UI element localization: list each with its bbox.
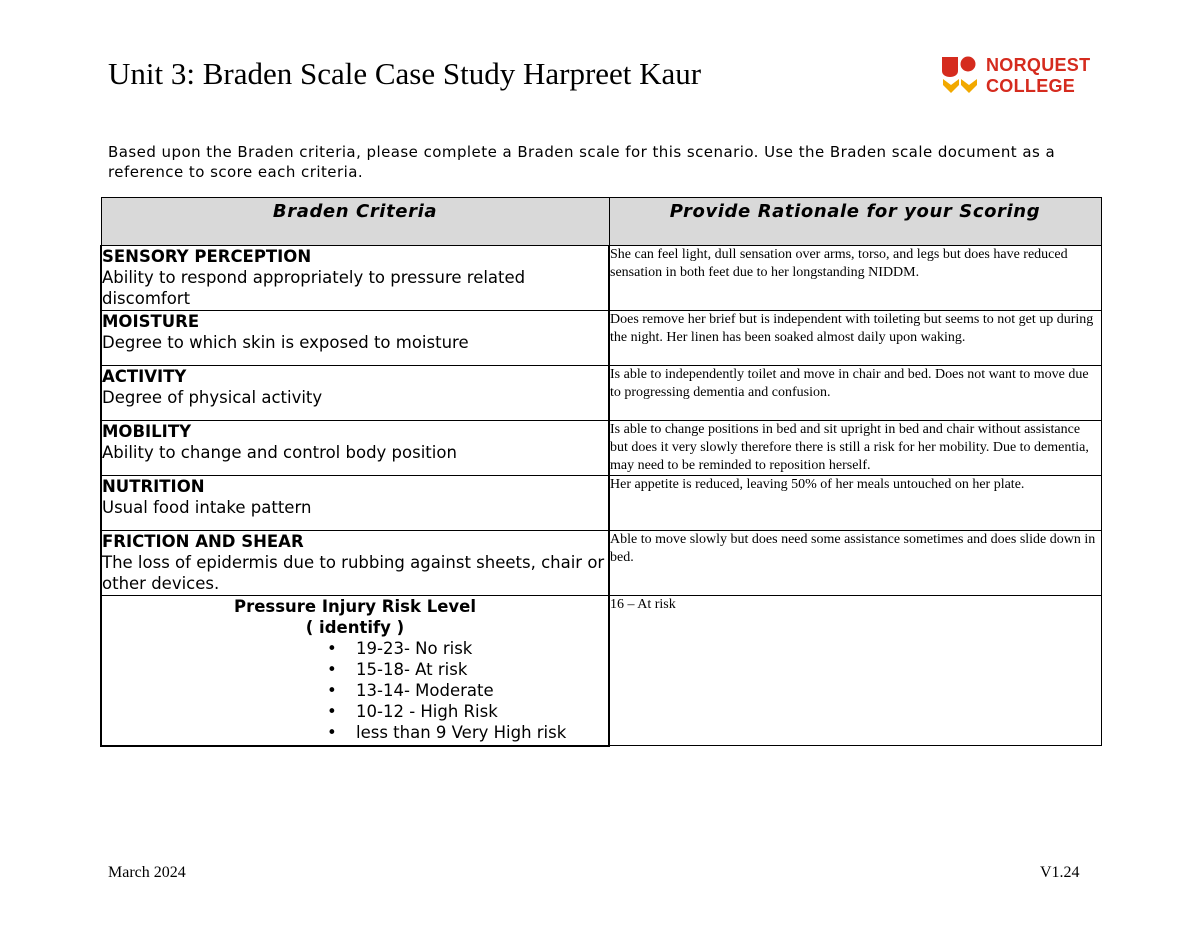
rationale-cell[interactable]: Her appetite is reduced, leaving 50% of her meals untouched on her plate. xyxy=(609,476,1101,531)
list-item: • 19-23- No risk xyxy=(327,638,608,659)
table-row xyxy=(101,476,1101,531)
page-title: Unit 3: Braden Scale Case Study Harpreet Kaur xyxy=(108,56,702,91)
criteria-desc: Degree of physical activity xyxy=(102,388,323,407)
table-row xyxy=(101,366,1101,421)
criteria-name: MOISTURE xyxy=(102,312,200,331)
logo-line-1: NORQUEST xyxy=(986,55,1091,75)
criteria-name: ACTIVITY xyxy=(102,367,187,386)
logo-wordmark xyxy=(986,55,1090,97)
criteria-name: FRICTION AND SHEAR xyxy=(102,532,304,551)
criteria-cell xyxy=(101,246,609,311)
rationale-cell[interactable]: Able to move slowly but does need some assistance sometimes and does slide down in bed. xyxy=(609,531,1101,596)
criteria-name: MOBILITY xyxy=(102,422,192,441)
col-header-criteria: Braden Criteria xyxy=(101,198,609,246)
list-item: • less than 9 Very High risk xyxy=(327,722,608,743)
table-row xyxy=(101,246,1101,311)
risk-level-title: Pressure Injury Risk Level xyxy=(233,597,476,616)
criteria-cell xyxy=(101,531,609,596)
norquest-logo xyxy=(940,55,1120,101)
table-row xyxy=(101,531,1101,596)
list-item: • 13-14- Moderate xyxy=(327,680,608,701)
criteria-cell xyxy=(101,366,609,421)
table-row xyxy=(101,311,1101,366)
criteria-cell xyxy=(101,311,609,366)
risk-level-cell xyxy=(101,596,609,746)
footer-date: March 2024 xyxy=(108,864,186,881)
criteria-cell xyxy=(101,421,609,476)
criteria-desc: Degree to which skin is exposed to moisture xyxy=(102,333,469,352)
col-header-rationale: Provide Rationale for your Scoring xyxy=(609,198,1101,246)
criteria-desc: The loss of epidermis due to rubbing against sheets, chair or other devices. xyxy=(102,553,605,593)
risk-level-subtitle: ( identify ) xyxy=(305,618,405,637)
instructions: Based upon the Braden criteria, please complete a Braden scale for this scenario. Use the Braden scale document as a reference to score each criteria. xyxy=(108,143,1056,181)
risk-level-row xyxy=(101,596,1101,746)
criteria-desc: Usual food intake pattern xyxy=(102,498,312,517)
list-item: • 15-18- At risk xyxy=(327,659,608,680)
rationale-cell[interactable]: She can feel light, dull sensation over arms, torso, and legs but does have reduced sensation in both feet due to her longstanding NIDDM. xyxy=(609,246,1101,311)
risk-answer-cell[interactable]: 16 – At risk xyxy=(609,596,1101,746)
rationale-cell[interactable]: Is able to independently toilet and move in chair and bed. Does not want to move due to progressing dementia and confusion. xyxy=(609,366,1101,421)
criteria-desc: Ability to change and control body position xyxy=(102,443,457,462)
criteria-desc: Ability to respond appropriately to pressure related discomfort xyxy=(102,268,526,308)
norquest-logo-icon xyxy=(940,55,980,99)
criteria-cell xyxy=(101,476,609,531)
criteria-name: NUTRITION xyxy=(102,477,205,496)
list-item: • 10-12 - High Risk xyxy=(327,701,608,722)
braden-table xyxy=(100,197,1102,747)
criteria-name: SENSORY PERCEPTION xyxy=(102,247,312,266)
risk-level-list xyxy=(102,638,608,743)
rationale-cell[interactable]: Is able to change positions in bed and sit upright in bed and chair without assistance but does it very slowly therefore there is still a risk for her mobility. Due to dementia, may need to be reminded to reposition herself. xyxy=(609,421,1101,476)
footer-version: V1.24 xyxy=(1040,864,1080,881)
table-header-row xyxy=(101,198,1101,246)
logo-line-2: COLLEGE xyxy=(986,76,1076,96)
table-row xyxy=(101,421,1101,476)
rationale-cell[interactable]: Does remove her brief but is independent with toileting but seems to not get up during the night. Her linen has been soaked almost daily upon waking. xyxy=(609,311,1101,366)
